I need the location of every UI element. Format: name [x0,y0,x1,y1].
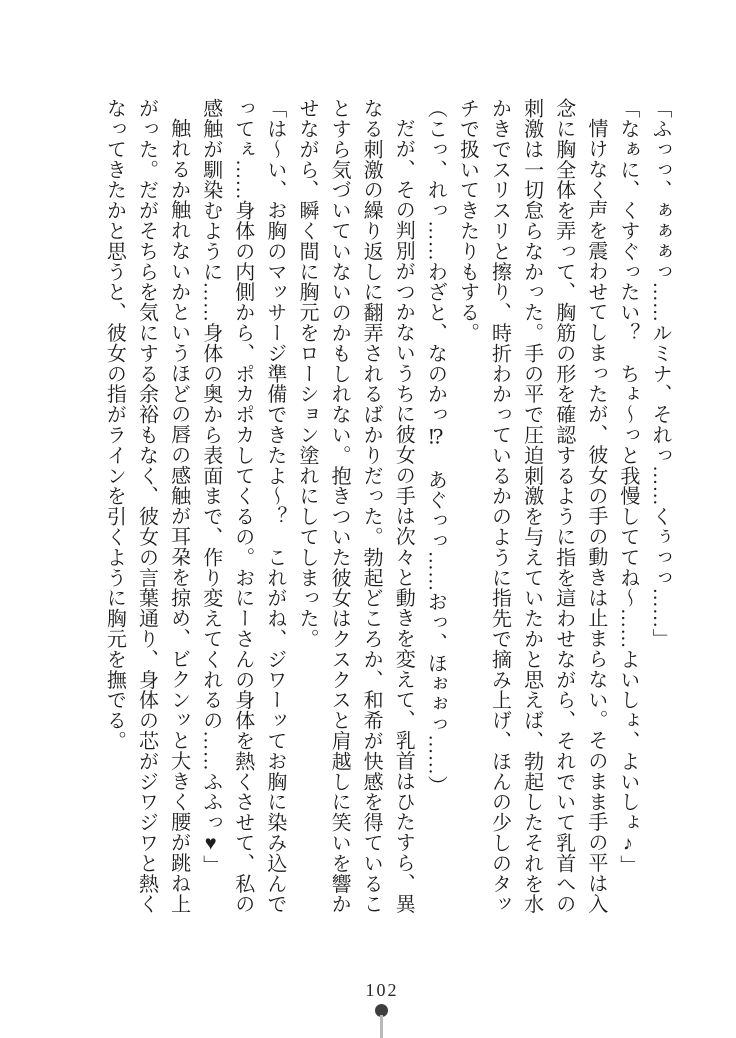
pin-dot-icon [375,1004,388,1017]
paragraph: だが、その判別がつかないうちに彼女の手は次々と動きを変えて、乳首はひたすら、異なる刺激の繰り返しに翻弄されるばかりだった。勃起どころか、和希が快感を得ていることすら気づいていないのかもしれない。抱きついた彼女はクスクスと肩越しに笑いを響かせながら、瞬く間に胸元をローション塗れにしてしまった。 [295,98,415,914]
paragraph: 触れるか触れないかというほどの唇の感触が耳朶を掠め、ビクンッと大きく腰が跳ね上がった。だがそちらを気にする余裕もなく、彼女の言葉通り、身体の芯がジワジワと熱くなってきたかと思うと、彼女の指がラインを引くように胸元を撫でる。 [103,98,190,914]
vertical-text-block [96,98,676,920]
page-number: 102 [365,980,399,1000]
paragraph: 「は～い、お胸のマッサージ準備できたよ～？ これがね、ジワーッてお胸に染み込んでってぇ……身体の内側から、ポカポカしてくるの。おにーさんの身体を熱くさせて、私の感触が馴染むように……身体の奥から表面まで、作り変えてくれるの……ふふっ♥」 [199,98,286,914]
paragraph: 情けなく声を震わせてしまったが、彼女の手の動きは止まらない。そのまま手の平は入念に胸全体を弄って、胸筋の形を確認するように指を這わせながら、それでいて乳首への刺激は一切怠らなかった。手の平で圧迫刺激を与えていたかと思えば、勃起したそれを水かきでスリスリと擦り、時折わかっているかのように指先で摘み上げ、ほんの少しのタッチで扱いてきたりもする。 [456,98,607,914]
paragraph: （こっ、れっ……わざと、なのかっ⁉ あぐっっ……おっ、ほぉぉっ……） [424,98,447,796]
paragraph: 「なぁに、くすぐったい？ ちょ～っと我慢しててね～……よいしょ、よいしょ♪」 [616,98,639,876]
paragraph: 「ふっっ、ぁぁぁっ……ルミナ、それっ……くぅっっ……」 [649,98,671,649]
pin-stem-line [380,1015,383,1038]
